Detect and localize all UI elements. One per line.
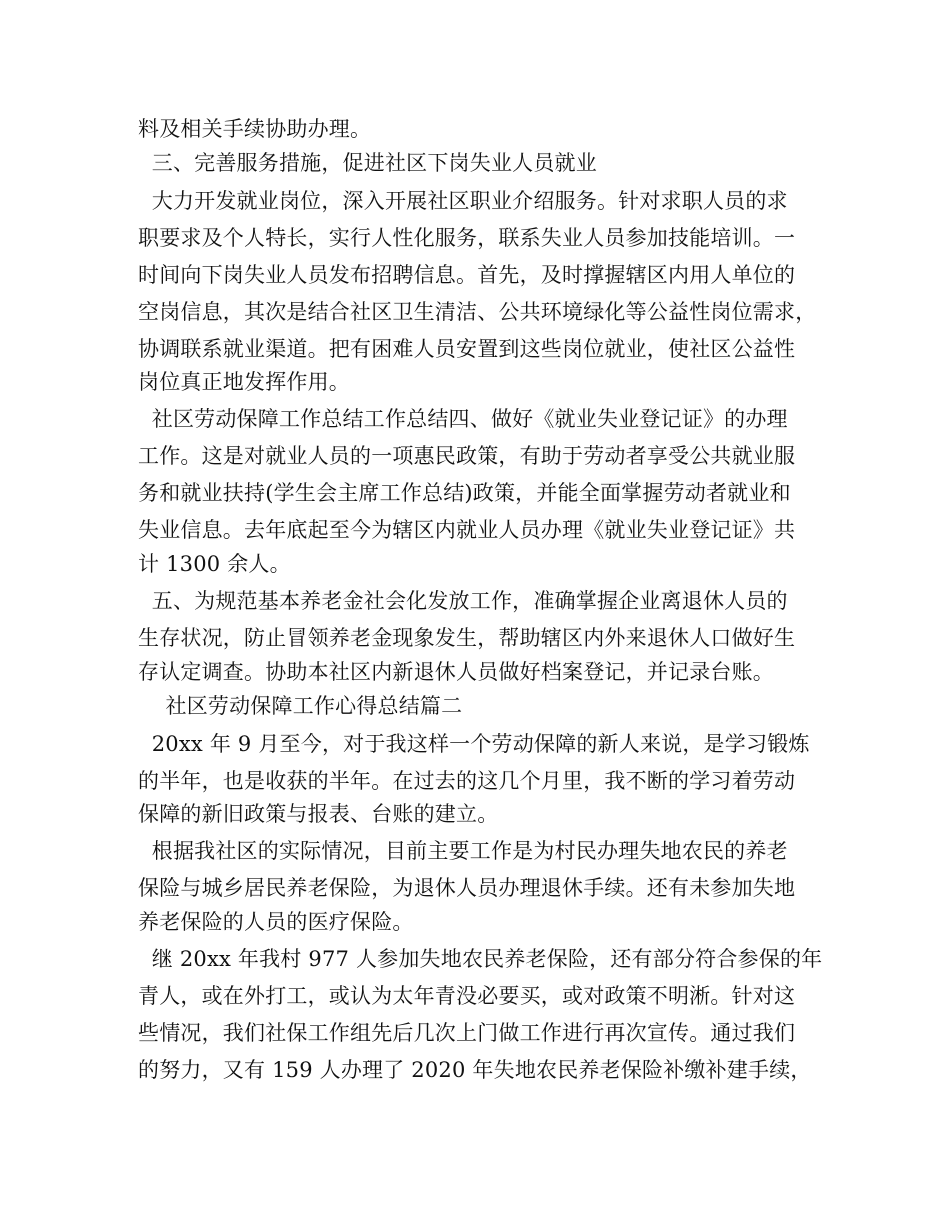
text-line: 些情况，我们社保工作组先后几次上门做工作进行再次宣传。通过我们 [138, 1021, 796, 1045]
text-line: 20xx 年 9 月至今，对于我这样一个劳动保障的新人来说，是学习锻炼 [138, 732, 810, 756]
section-heading: 社区劳动保障工作心得总结篇二 [138, 694, 463, 718]
text-line: 失业信息。去年底起至今为辖区内就业人员办理《就业失业登记证》共 [138, 518, 796, 542]
section-heading: 三、完善服务措施，促进社区下岗失业人员就业 [138, 151, 597, 175]
text-line: 根据我社区的实际情况，目前主要工作是为村民办理失地农民的养老 [138, 839, 788, 863]
text-line: 大力开发就业岗位，深入开展社区职业介绍服务。针对求职人员的求 [138, 189, 788, 213]
text-line: 生存状况，防止冒领养老金现象发生，帮助辖区内外来退休人口做好生 [138, 626, 796, 650]
text-line: 空岗信息，其次是结合社区卫生清洁、公共环境绿化等公益性岗位需求， [138, 300, 817, 324]
text-line: 料及相关手续协助办理。 [138, 117, 372, 141]
text-line: 的努力，又有 159 人办理了 2020 年失地农民养老保险补缴补建手续， [138, 1058, 812, 1082]
text-line: 务和就业扶持(学生会主席工作总结)政策，并能全面掌握劳动者就业和 [138, 481, 791, 505]
text-line: 的半年，也是收获的半年。在过去的这几个月里，我不断的学习着劳动 [138, 769, 796, 793]
text-line: 协调联系就业渠道。把有困难人员安置到这些岗位就业，使社区公益性 [138, 337, 796, 361]
text-line: 保险与城乡居民养老保险，为退休人员办理退休手续。还有未参加失地 [138, 876, 796, 900]
text-line: 养老保险的人员的医疗保险。 [138, 910, 414, 934]
text-line: 继 20xx 年我村 977 人参加失地农民养老保险，还有部分符合参保的年 [138, 947, 823, 971]
text-line: 五、为规范基本养老金社会化发放工作，准确掌握企业离退休人员的 [138, 589, 788, 613]
text-line: 存认定调查。协助本社区内新退休人员做好档案登记，并记录台账。 [138, 660, 774, 684]
text-line: 保障的新旧政策与报表、台账的建立。 [138, 802, 499, 826]
text-line: 计 1300 余人。 [138, 552, 291, 576]
text-line: 工作。这是对就业人员的一项惠民政策，有助于劳动者享受公共就业服 [138, 444, 796, 468]
text-line: 社区劳动保障工作总结工作总结四、做好《就业失业登记证》的办理 [138, 407, 788, 431]
text-line: 青人，或在外打工，或认为太年青没必要买，或对政策不明淅。针对这 [138, 984, 796, 1008]
text-line: 职要求及个人特长，实行人性化服务，联系失业人员参加技能培训。一 [138, 226, 796, 250]
text-line: 时间向下岗失业人员发布招聘信息。首先，及时撑握辖区内用人单位的 [138, 263, 796, 287]
text-line: 岗位真正地发挥作用。 [138, 370, 350, 394]
